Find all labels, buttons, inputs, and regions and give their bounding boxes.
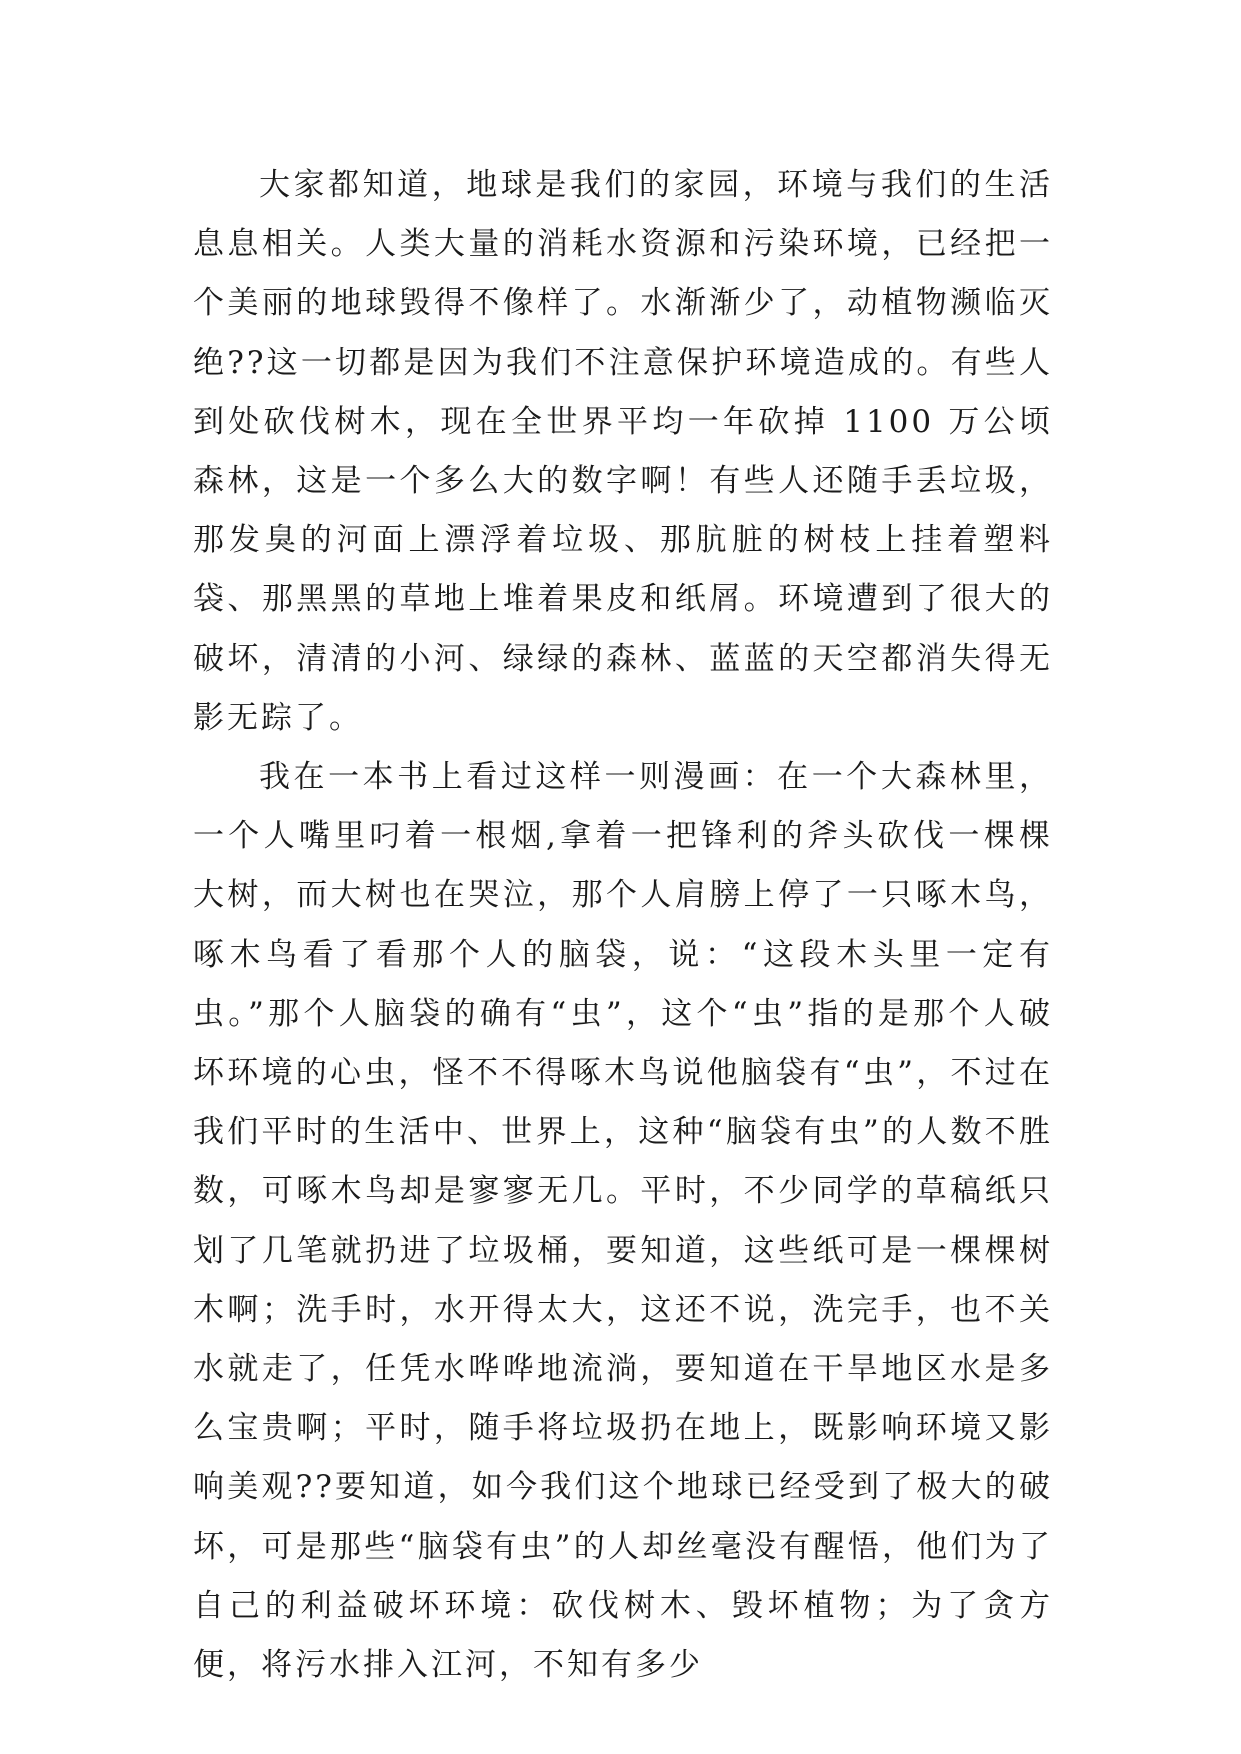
paragraph-1: 大家都知道，地球是我们的家园，环境与我们的生活息息相关。人类大量的消耗水资源和污染环境，已经把一个美丽的地球毁得不像样了。水渐渐少了，动植物濒临灭绝??这一切都是因为我们不注意保护环境造成的。有些人到处砍伐树木，现在全世界平均一年砍掉 1100 万公顷森林，这是一个多么大的数字啊！有些人还随手丢垃圾，那发臭的河面上漂浮着垃圾、那肮脏的树枝上挂着塑料袋、那黑黑的草地上堆着果皮和纸屑。环境遭到了很大的破坏，清清的小河、绿绿的森林、蓝蓝的天空都消失得无影无踪了。 bbox=[193, 167, 1053, 736]
paragraph-2: 我在一本书上看过这样一则漫画：在一个大森林里，一个人嘴里叼着一根烟,拿着一把锋利的斧头砍伐一棵棵大树，而大树也在哭泣，那个人肩膀上停了一只啄木鸟，啄木鸟看了看那个人的脑袋，说：“这段木头里一定有虫。”那个人脑袋的确有“虫”，这个“虫”指的是那个人破坏环境的心虫，怪不不得啄木鸟说他脑袋有“虫”，不过在我们平时的生活中、世界上，这种“脑袋有虫”的人数不胜数，可啄木鸟却是寥寥无几。平时，不少同学的草稿纸只划了几笔就扔进了垃圾桶，要知道，这些纸可是一棵棵树木啊；洗手时，水开得太大，这还不说，洗完手，也不关水就走了，任凭水哗哗地流淌，要知道在干旱地区水是多么宝贵啊；平时，随手将垃圾扔在地上，既影响环境又影响美观??要知道，如今我们这个地球已经受到了极大的破坏，可是那些“脑袋有虫”的人却丝毫没有醒悟，他们为了自己的利益破坏环境：砍伐树木、毁坏植物；为了贪方便，将污水排入江河，不知有多少 bbox=[193, 759, 1053, 1684]
body-text bbox=[193, 156, 1053, 1695]
